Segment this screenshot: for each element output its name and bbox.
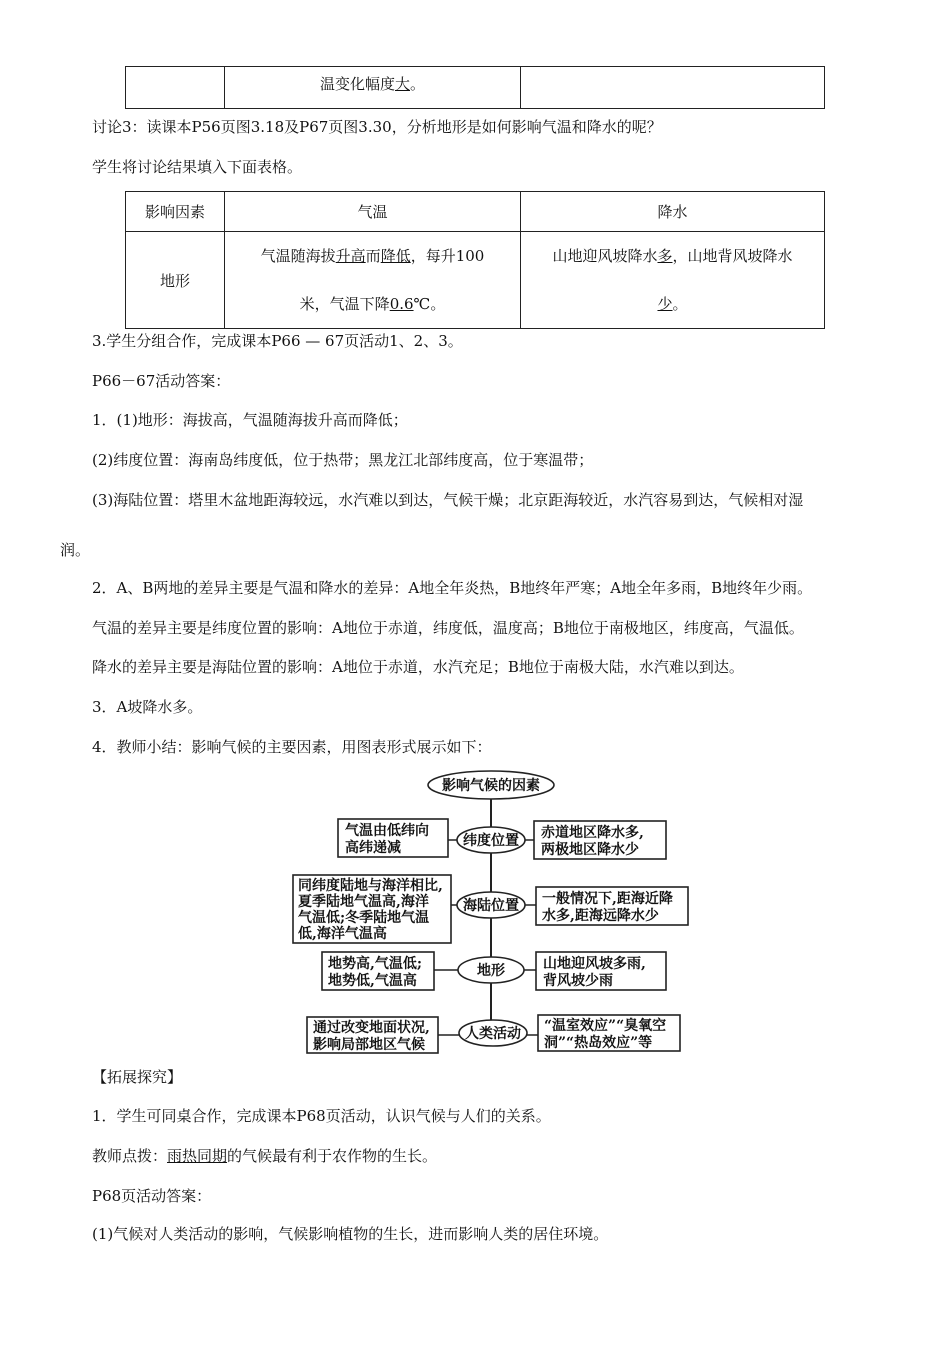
header-cell: 降水 xyxy=(521,192,825,232)
diagram-left-text: 通过改变地面状况, xyxy=(313,1020,430,1036)
paragraph: 学生将讨论结果填入下面表格。 xyxy=(92,158,303,176)
diagram-left-text: 同纬度陆地与海洋相比, xyxy=(298,878,443,894)
diagram-left-text: 地势低,气温高 xyxy=(328,973,417,989)
temperature-cell xyxy=(225,232,521,329)
cell-text: ℃。 xyxy=(413,295,446,313)
cell-text: 温变化幅度 xyxy=(319,75,395,93)
diagram-factor-label: 地形 xyxy=(477,963,505,979)
paragraph: 3．A坡降水多。 xyxy=(92,698,203,716)
diagram-left-text: 气温由低纬向 xyxy=(345,823,429,839)
paragraph: (2)纬度位置：海南岛纬度低，位于热带；黑龙江北部纬度高，位于寒温带； xyxy=(92,451,594,469)
diagram-left-text: 夏季陆地气温高,海洋 xyxy=(298,894,429,910)
text: 的气候最有利于农作物的生长。 xyxy=(227,1147,438,1165)
paragraph: 1．(1)地形：海拔高，气温随海拔升高而降低； xyxy=(92,411,408,429)
diagram-right-text: 水多,距海远降水少 xyxy=(542,908,659,924)
diagram-left-text: 影响局部地区气候 xyxy=(313,1037,425,1053)
diagram-root-label: 影响气候的因素 xyxy=(442,778,540,794)
cell-text: ，每升100 xyxy=(410,247,485,265)
paragraph: 2．A、B两地的差异主要是气温和降水的差异：A地全年炎热，B地终年严寒；A地全年多雨，B地终年少雨。 xyxy=(92,579,813,597)
cell-text: 。 xyxy=(410,75,426,93)
cell-text: 气温随海拔 xyxy=(260,247,336,265)
table-cell xyxy=(126,67,225,109)
terrain-table xyxy=(125,191,825,329)
cell-text-underlined: 降低 xyxy=(380,247,411,265)
paragraph: P68页活动答案： xyxy=(92,1187,212,1205)
paragraph: 降水的差异主要是海陆位置的影响：A地位于赤道，水汽充足；B地位于南极大陆，水汽难以到达。 xyxy=(92,658,744,676)
cell-text: 米，气温下降 xyxy=(299,295,390,313)
paragraph: 气温的差异主要是纬度位置的影响：A地位于赤道，纬度低，温度高；B地位于南极地区，纬度高，气温低。 xyxy=(92,619,804,637)
diagram-factor-label: 人类活动 xyxy=(465,1026,521,1042)
table-row xyxy=(126,67,825,109)
paragraph: 润。 xyxy=(60,541,91,559)
table-cell xyxy=(225,67,521,109)
diagram-left-text: 高纬递减 xyxy=(345,840,401,856)
paragraph: 1．学生可同桌合作，完成课本P68页活动，认识气候与人们的关系。 xyxy=(92,1107,551,1125)
diagram-right-text: 背风坡少雨 xyxy=(543,973,613,989)
table-row xyxy=(126,232,825,329)
diagram-right-text: 两极地区降水少 xyxy=(541,842,639,858)
cell-text: 。 xyxy=(672,295,688,313)
paragraph: (3)海陆位置：塔里木盆地距海较远，水汽难以到达，气候干燥；北京距海较近，水汽容易到达，气候相对湿 xyxy=(92,491,804,509)
cell-text-underlined: 0.6 xyxy=(389,295,414,313)
header-cell: 影响因素 xyxy=(126,192,225,232)
diagram-right-text: 一般情况下,距海近降 xyxy=(542,891,673,907)
paragraph: 讨论3：读课本P56页图3.18及P67页图3.30，分析地形是如何影响气温和降水的呢？ xyxy=(92,118,662,136)
cell-text: 而 xyxy=(365,247,381,265)
cell-text-underlined: 多 xyxy=(657,247,673,265)
diagram-right-text: 赤道地区降水多, xyxy=(541,825,644,841)
section-heading: 【拓展探究】 xyxy=(92,1068,183,1086)
cell-text-underlined: 大 xyxy=(394,75,410,93)
cell-text: 山地迎风坡降水 xyxy=(552,247,658,265)
paragraph: P66－67活动答案： xyxy=(92,372,231,390)
diagram-left-text: 气温低;冬季陆地气温 xyxy=(298,910,430,926)
table-cell xyxy=(521,67,825,109)
text-underlined: 雨热同期 xyxy=(167,1147,228,1165)
diagram-left-text: 地势高,气温低; xyxy=(328,956,423,972)
table-header-row xyxy=(126,192,825,232)
diagram-factor-label: 海陆位置 xyxy=(463,898,519,914)
precipitation-cell xyxy=(521,232,825,329)
table-continued xyxy=(125,66,825,109)
diagram-right-text: 洞”“热岛效应”等 xyxy=(544,1035,653,1051)
diagram-factor-label: 纬度位置 xyxy=(463,833,519,849)
paragraph: 4．教师小结：影响气候的主要因素，用图表形式展示如下： xyxy=(92,738,492,756)
cell-text: ，山地背风坡降水 xyxy=(672,247,793,265)
paragraph xyxy=(92,1145,437,1166)
climate-factors-diagram xyxy=(0,765,950,1065)
text: 教师点拨： xyxy=(92,1147,168,1165)
cell-text-underlined: 少 xyxy=(657,295,673,313)
header-cell: 气温 xyxy=(225,192,521,232)
diagram-right-text: “温室效应”“臭氧空 xyxy=(544,1018,667,1034)
factor-cell: 地形 xyxy=(126,232,225,329)
paragraph: (1)气候对人类活动的影响，气候影响植物的生长，进而影响人类的居住环境。 xyxy=(92,1225,609,1243)
paragraph: 3.学生分组合作，完成课本P66 — 67页活动1、2、3。 xyxy=(92,332,463,350)
diagram-left-text: 低,海洋气温高 xyxy=(298,926,387,942)
diagram-right-text: 山地迎风坡多雨, xyxy=(543,956,646,972)
cell-text-underlined: 升高 xyxy=(335,247,366,265)
